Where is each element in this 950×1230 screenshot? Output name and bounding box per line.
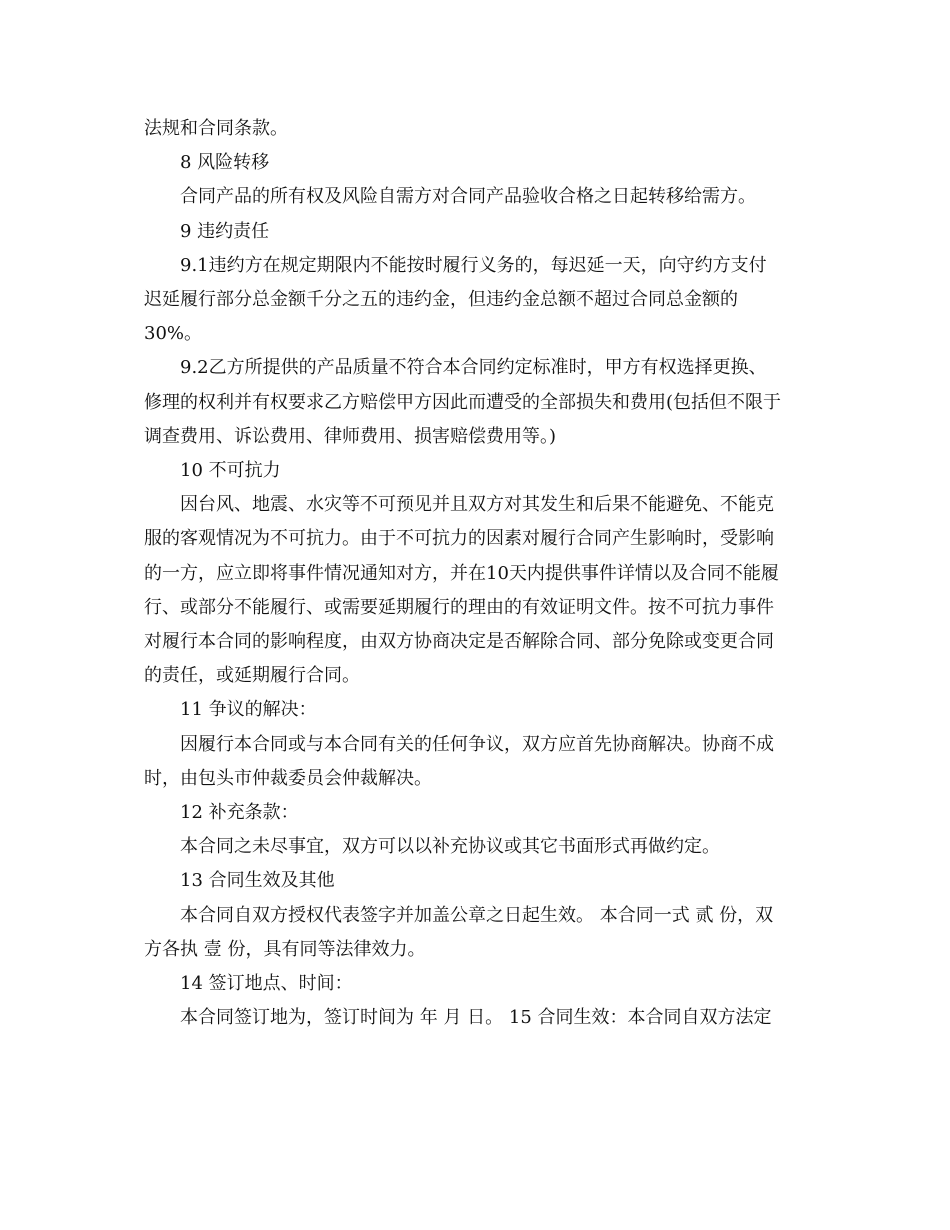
text-line: 9.1违约方在规定期限内不能按时履行义务的，每迟延一天，向守约方支付: [180, 254, 767, 276]
text-line: 修理的权利并有权要求乙方赔偿甲方因此而遭受的全部损失和费用(包括但不限于: [144, 391, 782, 413]
section-heading-signing: 14 签订地点、时间：: [180, 973, 353, 995]
section-heading-risk-transfer: 8 风险转移: [180, 152, 270, 174]
text-line: 的责任，或延期履行合同。: [144, 665, 360, 687]
text-line: 方各执 壹 份，具有同等法律效力。: [144, 938, 426, 960]
text-line: 调查费用、诉讼费用、律师费用、损害赔偿费用等。): [144, 425, 557, 447]
text-line: 30%。: [144, 323, 203, 345]
text-line: 对履行本合同的影响程度，由双方协商决定是否解除合同、部分免除或变更合同: [144, 631, 774, 653]
text-line: 的一方，应立即将事件情况通知对方，并在10天内提供事件详情以及合同不能履: [144, 562, 779, 584]
text-line: 本合同之未尽事宜，双方可以以补充协议或其它书面形式再做约定。: [180, 836, 720, 858]
text-line: 因台风、地震、水灾等不可预见并且双方对其发生和后果不能避免、不能克: [180, 494, 774, 516]
text-line: 时，由包头市仲裁委员会仲裁解决。: [144, 767, 432, 789]
section-heading-liability: 9 违约责任: [180, 220, 270, 242]
text-line: 本合同签订地为，签订时间为 年 月 日。 15 合同生效：本合同自双方法定: [180, 1007, 772, 1029]
document-body: [144, 112, 806, 1035]
section-heading-supplementary: 12 补充条款：: [180, 802, 299, 824]
text-line: 9.2乙方所提供的产品质量不符合本合同约定标准时，甲方有权选择更换、: [180, 357, 767, 379]
text-line: 合同产品的所有权及风险自需方对合同产品验收合格之日起转移给需方。: [180, 186, 756, 208]
text-line: 迟延履行部分总金额千分之五的违约金，但违约金总额不超过合同总金额的: [144, 289, 738, 311]
text-line: 行、或部分不能履行、或需要延期履行的理由的有效证明文件。按不可抗力事件: [144, 596, 774, 618]
text-line: 因履行本合同或与本合同有关的任何争议，双方应首先协商解决。协商不成: [180, 733, 774, 755]
text-line: 本合同自双方授权代表签字并加盖公章之日起生效。 本合同一式 贰 份，双: [180, 904, 774, 926]
text-line: 法规和合同条款。: [144, 118, 288, 139]
section-heading-effectiveness: 13 合同生效及其他: [180, 870, 335, 892]
text-line: 服的客观情况为不可抗力。由于不可抗力的因素对履行合同产生影响时，受影响: [144, 528, 774, 550]
section-heading-force-majeure: 10 不可抗力: [180, 460, 281, 482]
section-heading-disputes: 11 争议的解决：: [180, 699, 317, 721]
